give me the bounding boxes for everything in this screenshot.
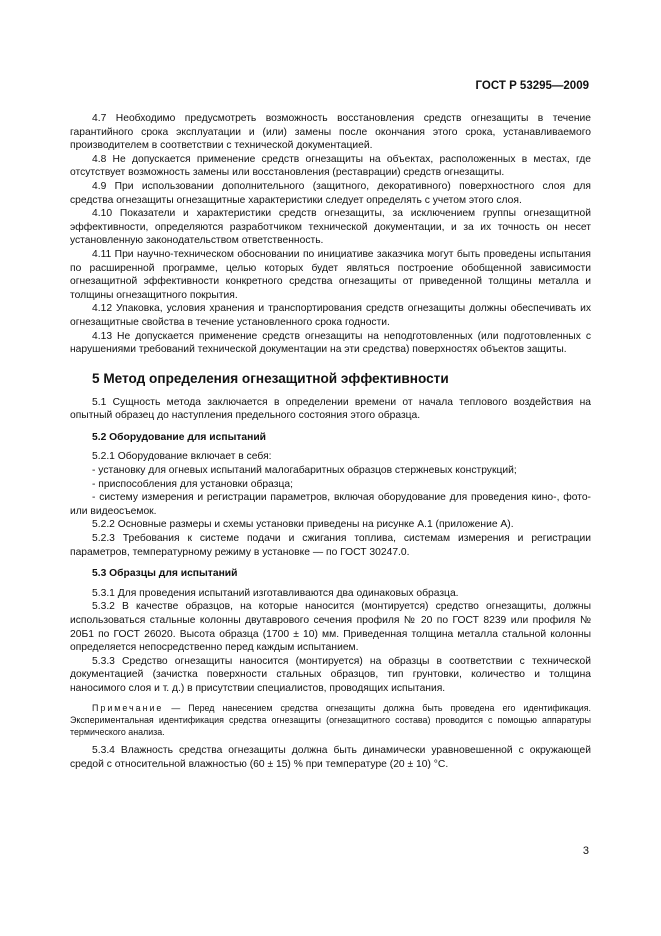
paragraph-5-2-3: 5.2.3 Требования к системе подачи и сжигания топлива, системам измерения и регистрации параметров, температурному режиму в установке — по ГОСТ 30247.0.: [70, 533, 591, 558]
note-label: Примечание: [92, 702, 164, 713]
subsection-5-2-heading: 5.2 Оборудование для испытаний: [92, 431, 267, 443]
section-5-heading: 5 Метод определения огнезащитной эффективности: [92, 370, 449, 386]
paragraph-5-3-2: 5.3.2 В качестве образцов, на которые наносится (монтируется) средство огнезащиты, должны использоваться стальные колонны двутаврового сечения профиля № 20 по ГОСТ 8239 или профиля № 20Б1 по ГОСТ 26020. Высота образца (1700 ± 10) мм. Приведенная толщина металла стальной колонны определяется непосредственно перед каждым испытанием.: [70, 601, 591, 654]
page-number: 3: [582, 845, 589, 857]
subsection-5-3-heading: 5.3 Образцы для испытаний: [92, 568, 238, 580]
paragraph-5-2-1: 5.2.1 Оборудование включает в себя:: [92, 451, 272, 463]
list-item-equipment: - систему измерения и регистрации параметров, включая оборудование для проведения кино-, фото- или видеосъемок.: [70, 492, 591, 517]
paragraph-5-3-4: 5.3.4 Влажность средства огнезащиты должна быть динамически уравновешенной с окружающей средой с относительной влажностью (60 ± 15) % при температуре (20 ± 10) °С.: [70, 745, 591, 771]
paragraph-4-10: 4.10 Показатели и характеристики средств огнезащиты, за исключением группы огнезащитной эффективности, определяются разработчиком технической документации, и за их точность он несет установленную законодательством ответственность.: [70, 208, 591, 247]
paragraph-5-2-2: 5.2.2 Основные размеры и схемы установки приведены на рисунке А.1 (приложение А).: [92, 519, 514, 531]
list-item-equipment: - установку для огневых испытаний малогабаритных образцов стержневых конструкций;: [92, 465, 517, 477]
paragraph-4-8: 4.8 Не допускается применение средств огнезащиты на объектах, расположенных в местах, где отсутствует возможность замены или восстановления (реставрации) средств огнезащиты.: [70, 153, 591, 179]
document-header: ГОСТ Р 53295—2009: [475, 80, 589, 92]
paragraph-4-12: 4.12 Упаковка, условия хранения и транспортирования средств огнезащиты должны обеспечивать их огнезащитные свойства в течение установленного срока годности.: [70, 303, 591, 328]
list-item-equipment: - приспособления для установки образца;: [92, 478, 293, 490]
note: [70, 702, 591, 739]
paragraph-4-9: 4.9 При использовании дополнительного (защитного, декоративного) поверхностного слоя для средства огнезащиты огнезащитные характеристики следует определять с учетом этого слоя.: [70, 180, 591, 206]
paragraph-4-7: 4.7 Необходимо предусмотреть возможность восстановления средств огнезащиты в течение гарантийного срока эксплуатации и (или) замены после окончания этого срока, устанавливаемого производителем в соответствии с технической документацией.: [70, 113, 591, 152]
note-text: — Перед нанесением средства огнезащиты должна быть проведена его идентификация. Экспериментальная идентификация средства огнезащиты (огнезащитного состава) проводится с помощью аппаратуры термического анализа.: [70, 702, 591, 738]
paragraph-5-3-1: 5.3.1 Для проведения испытаний изготавливаются два одинаковых образца.: [92, 587, 459, 599]
paragraph-4-13: 4.13 Не допускается применение средств огнезащиты на неподготовленных (или подготовленных с нарушениями требований технической документации на эти средства) поверхностях объектов защиты.: [70, 330, 591, 356]
paragraph-4-11: 4.11 При научно-техническом обосновании по инициативе заказчика могут быть проведены испытания по расширенной программе, целью которых будет являться построение обобщенной зависимости огнезащитной эффективности конкретного средства огнезащиты от приведенной толщины металла и толщины огнезащитного покрытия.: [70, 248, 591, 301]
page-content: [70, 112, 591, 772]
paragraph-5-3-3: 5.3.3 Средство огнезащиты наносится (монтируется) на образцы в соответствии с технической документацией (зачистка поверхности стальных образцов, тип грунтовки, количество и толщина наносимого слоя и т. д.) в присутствии специалистов, проводящих испытания.: [70, 655, 591, 694]
paragraph-5-1: 5.1 Сущность метода заключается в определении времени от начала теплового воздействия на опытный образец до наступления предельного состояния этого образца.: [70, 396, 591, 422]
